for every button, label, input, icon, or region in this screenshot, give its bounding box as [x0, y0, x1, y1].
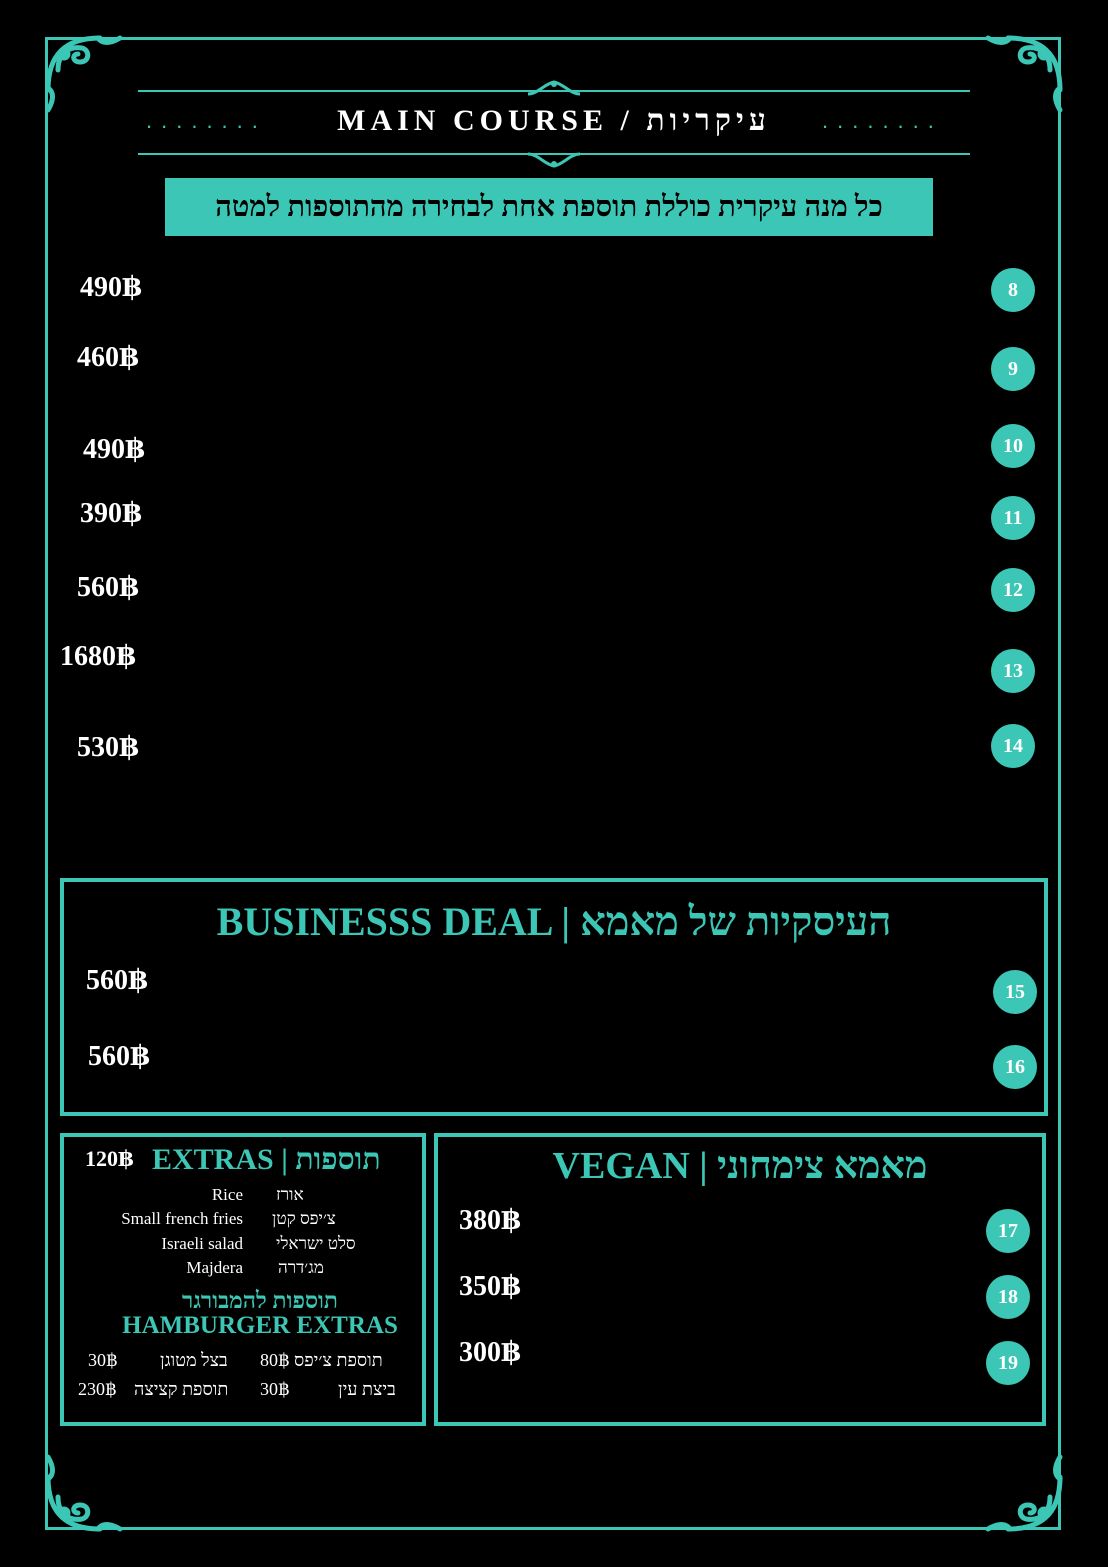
header-dots-left: ........ — [146, 108, 267, 133]
item-number-badge: 17 — [986, 1209, 1030, 1253]
corner-ornament-icon — [40, 30, 130, 120]
item-number-badge: 8 — [991, 268, 1035, 312]
item-number-badge: 16 — [993, 1045, 1037, 1089]
extra-en: Majdera — [186, 1258, 243, 1277]
hamburger-extra-price: 230฿ — [78, 1379, 117, 1399]
side-dish-notice: כל מנה עיקרית כוללת תוספת אחת לבחירה מהתוספות למטה — [165, 178, 933, 236]
page-title: MAIN COURSE / עיקריות — [337, 104, 771, 137]
extra-he: אורז — [276, 1185, 304, 1204]
extra-en: Small french fries — [121, 1209, 243, 1228]
extra-he: מג׳דרה — [278, 1258, 324, 1277]
hamburger-extra-he: ביצת עין — [338, 1379, 396, 1399]
item-price: 460฿ — [77, 342, 139, 373]
item-price: 380฿ — [459, 1205, 521, 1236]
corner-ornament-icon — [978, 1447, 1068, 1537]
item-price: 530฿ — [77, 732, 139, 763]
extras-price: 120฿ — [85, 1146, 134, 1171]
corner-ornament-icon — [978, 30, 1068, 120]
item-price: 560฿ — [77, 572, 139, 603]
extra-he: סלט ישראלי — [276, 1234, 356, 1253]
hamburger-extras-title-he: תוספות להמבורגר — [182, 1288, 338, 1313]
business-deal-title: BUSINESSS DEAL | העיסקיות של מאמא — [216, 899, 892, 944]
item-price: 300฿ — [459, 1337, 521, 1368]
hamburger-extra-price: 30฿ — [260, 1379, 290, 1399]
item-number-badge: 12 — [991, 568, 1035, 612]
hamburger-extra-price: 30฿ — [88, 1350, 118, 1370]
header-dots-right: ........ — [822, 108, 943, 133]
extra-he: צ׳יפס קטן — [272, 1209, 336, 1228]
corner-ornament-icon — [40, 1447, 130, 1537]
extras-title: EXTRAS | תוספות — [152, 1143, 381, 1176]
extra-en: Rice — [211, 1185, 243, 1204]
item-price: 390฿ — [80, 498, 142, 529]
hamburger-extras-title-en: HAMBURGER EXTRAS — [122, 1312, 398, 1339]
hamburger-extra-price: 80฿ — [260, 1350, 290, 1370]
flourish-icon — [526, 152, 582, 170]
item-number-badge: 9 — [991, 347, 1035, 391]
item-price: 560฿ — [88, 1041, 150, 1072]
vegan-title: VEGAN | מאמא צימחוני — [552, 1145, 928, 1187]
item-price: 350฿ — [459, 1271, 521, 1302]
item-number-badge: 18 — [986, 1275, 1030, 1319]
item-price: 490฿ — [80, 272, 142, 303]
item-price: 1680฿ — [60, 641, 136, 672]
item-price: 560฿ — [86, 965, 148, 996]
item-number-badge: 10 — [991, 424, 1035, 468]
item-number-badge: 13 — [991, 649, 1035, 693]
hamburger-extra-he: תוספת צ׳יפס — [294, 1350, 383, 1370]
item-price: 490฿ — [83, 434, 145, 465]
item-number-badge: 11 — [991, 496, 1035, 540]
hamburger-extra-he: בצל מטוגן — [160, 1350, 228, 1370]
item-number-badge: 15 — [993, 970, 1037, 1014]
flourish-icon — [526, 78, 582, 96]
extra-en: Israeli salad — [161, 1234, 243, 1253]
hamburger-extra-he: תוספת קציצה — [134, 1379, 229, 1399]
item-number-badge: 19 — [986, 1341, 1030, 1385]
item-number-badge: 14 — [991, 724, 1035, 768]
